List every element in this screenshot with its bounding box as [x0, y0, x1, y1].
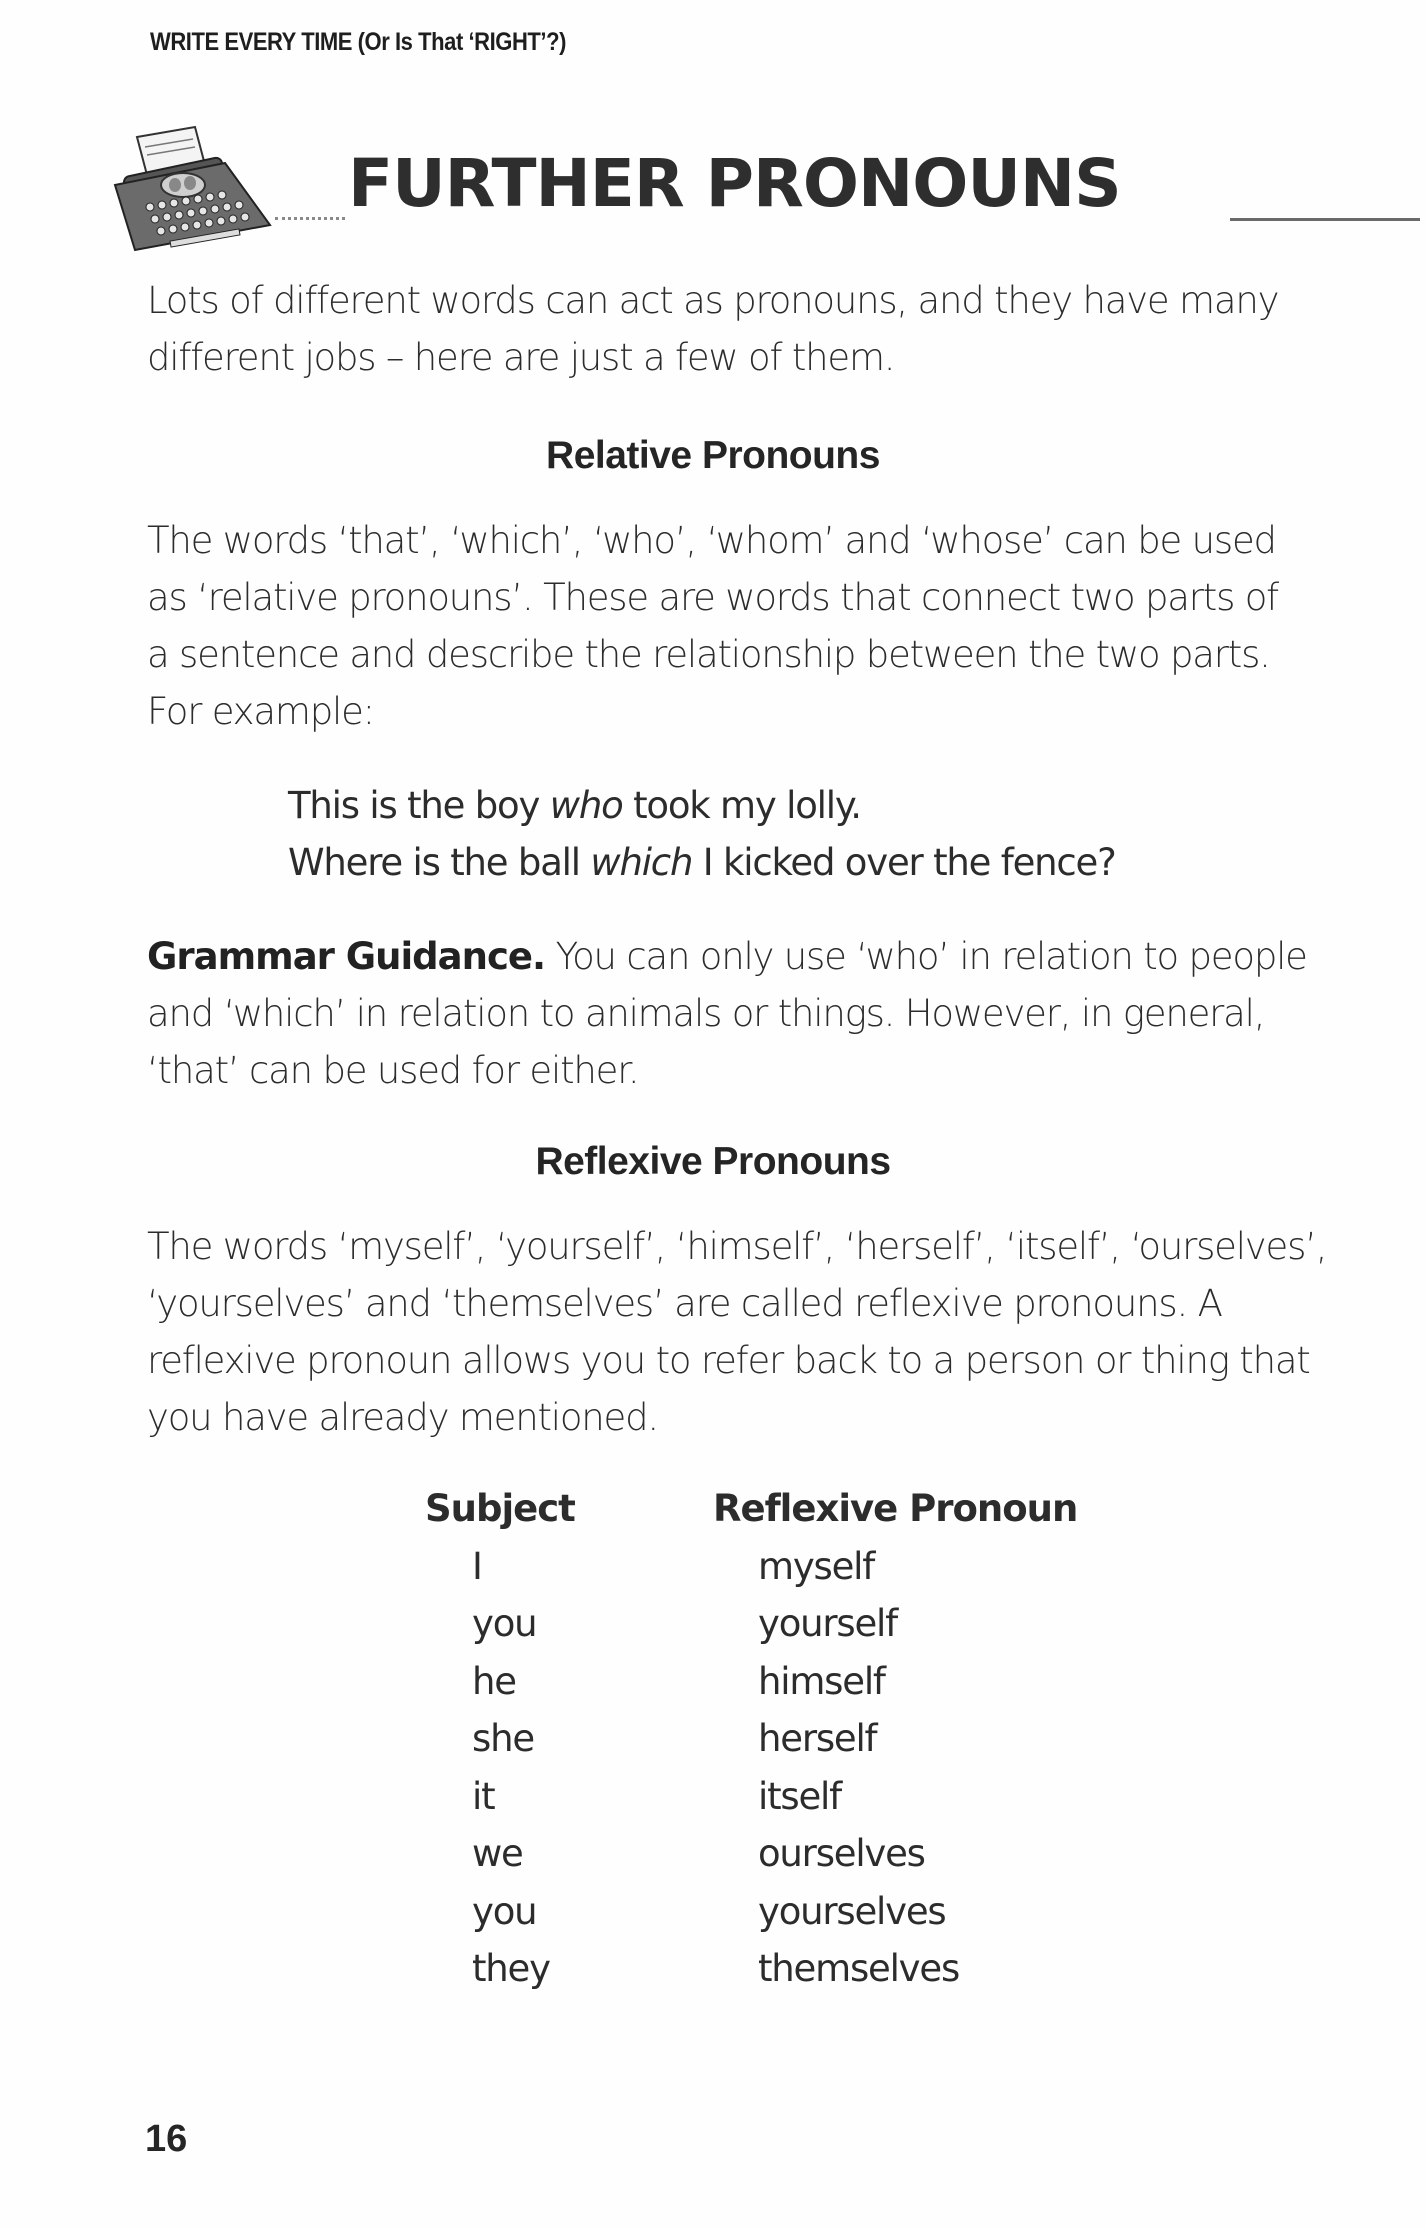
example-text: This is the boy — [288, 784, 550, 827]
subject-cell: she — [472, 1717, 534, 1760]
example-emphasis: who — [549, 784, 623, 827]
subject-cell: I — [472, 1544, 482, 1588]
dotted-leader — [275, 214, 345, 220]
page-number: 16 — [145, 2118, 188, 2160]
reflexive-cell: ourselves — [758, 1832, 925, 1875]
table-row — [425, 1653, 1077, 1711]
reflexive-cell: yourselves — [758, 1889, 946, 1933]
typewriter-icon — [95, 125, 275, 255]
table-row — [425, 1768, 1077, 1826]
subject-cell: he — [472, 1659, 516, 1703]
example-sentences — [288, 777, 1116, 891]
example-text: Where is the ball — [288, 841, 591, 884]
reflexive-cell: itself — [758, 1774, 841, 1818]
subject-cell: you — [472, 1602, 537, 1645]
reflexive-pronouns-heading: Reflexive Pronouns — [535, 1140, 891, 1183]
reflexive-cell: themselves — [758, 1947, 960, 1990]
reflexive-cell: himself — [758, 1659, 885, 1703]
subject-cell: we — [472, 1832, 523, 1875]
subject-cell: you — [472, 1889, 537, 1933]
subject-cell: they — [472, 1947, 550, 1990]
reflexive-cell: herself — [758, 1717, 877, 1760]
table-row — [425, 1595, 1077, 1653]
example-sentence — [288, 834, 1116, 891]
table-row — [425, 1940, 1077, 1998]
table-header — [425, 1480, 1077, 1538]
relative-pronouns-heading: Relative Pronouns — [546, 434, 880, 477]
subject-cell: it — [472, 1774, 495, 1818]
grammar-guidance-paragraph — [147, 928, 1327, 1099]
reflexive-pronoun-table — [425, 1480, 1077, 1998]
grammar-guidance-text: You can only use ‘who’ in relation to people and ‘which’ in relation to animals or things. However, in general, ‘that’ can be used for either. — [147, 935, 1307, 1092]
example-text: I kicked over the fence? — [692, 841, 1116, 884]
reflexive-pronouns-paragraph: The words ‘myself’, ‘yourself’, ‘himself’, ‘herself’, ‘itself’, ‘ourselves’, ‘yourselves’ and ‘themselves’ are called reflexive pronouns. A reflexive pronoun allows you to refer back to a person or thing that you have already mentioned. — [147, 1225, 1327, 1439]
example-emphasis: which — [590, 841, 693, 884]
running-head: WRITE EVERY TIME (Or Is That ‘RIGHT’?) — [150, 28, 566, 56]
reflexive-cell: myself — [758, 1544, 875, 1588]
intro-paragraph: Lots of different words can act as pronouns, and they have many different jobs – here are just a few of them. — [147, 279, 1279, 379]
example-text: took my lolly. — [622, 784, 861, 827]
column-header-subject: Subject — [425, 1487, 575, 1530]
grammar-guidance-label: Grammar Guidance. — [147, 935, 546, 978]
page-title: FURTHER PRONOUNS — [348, 145, 1121, 222]
title-underline — [1230, 218, 1420, 221]
column-header-reflexive: Reflexive Pronoun — [713, 1487, 1078, 1530]
reflexive-cell: yourself — [758, 1602, 897, 1645]
relative-pronouns-paragraph: The words ‘that’, ‘which’, ‘who’, ‘whom’ and ‘whose’ can be used as ‘relative pronouns’. These are words that connect two parts of a sentence and describe the relationship between the two parts. For example: — [147, 519, 1278, 733]
table-row — [425, 1710, 1077, 1768]
table-row — [425, 1883, 1077, 1941]
table-row — [425, 1538, 1077, 1596]
example-sentence — [288, 777, 1116, 834]
title-row — [95, 125, 1335, 265]
table-row — [425, 1825, 1077, 1883]
